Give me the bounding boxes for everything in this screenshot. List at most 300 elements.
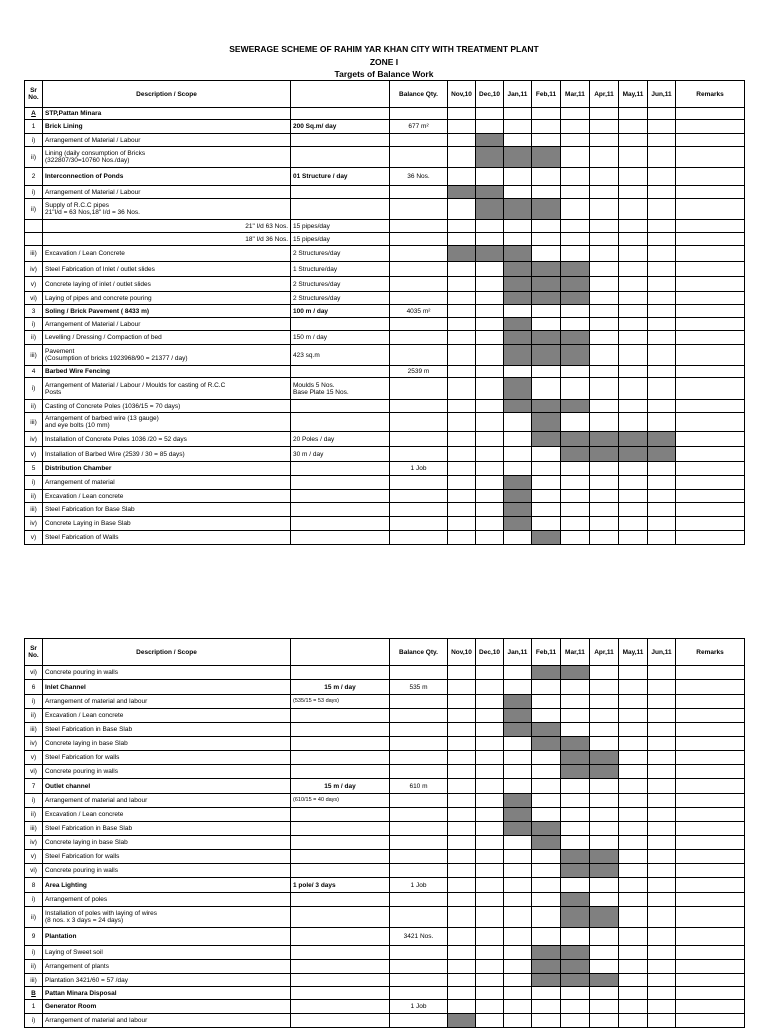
gantt-cell (448, 168, 476, 186)
gantt-cell (648, 378, 676, 400)
row-balance-qty (390, 531, 448, 545)
row-description: Steel Fabrication of Inlet / outlet slides (43, 262, 291, 277)
gantt-cell (648, 531, 676, 545)
gantt-cell (448, 233, 476, 246)
gantt-cell (619, 246, 648, 262)
gantt-cell (590, 928, 619, 946)
gantt-cell (532, 108, 561, 120)
gantt-cell (532, 490, 561, 503)
gantt-cell (648, 779, 676, 794)
row-balance-qty (390, 765, 448, 779)
header-month: May,11 (619, 639, 648, 666)
gantt-cell (619, 120, 648, 134)
gantt-bar (532, 737, 561, 751)
table-row (25, 233, 745, 246)
gantt-cell (619, 517, 648, 531)
gantt-cell (648, 490, 676, 503)
gantt-cell (648, 246, 676, 262)
header-description: Description / Scope (43, 639, 291, 666)
gantt-cell (476, 907, 504, 928)
row-sr-no: ii) (25, 400, 43, 413)
gantt-cell (532, 447, 561, 462)
gantt-cell (590, 946, 619, 960)
gantt-bar (561, 292, 590, 305)
row-sr-no: vi) (25, 765, 43, 779)
table-row (25, 345, 745, 366)
gantt-cell (476, 378, 504, 400)
gantt-cell (648, 928, 676, 946)
gantt-bar (590, 974, 619, 987)
gantt-cell (561, 503, 590, 517)
table-row (25, 737, 745, 751)
gantt-cell (476, 779, 504, 794)
gantt-bar (561, 666, 590, 680)
gantt-cell (648, 666, 676, 680)
row-description: Steel Fabrication for Base Slab (43, 503, 291, 517)
row-balance-qty (390, 345, 448, 366)
row-sr-no: ii) (25, 709, 43, 723)
gantt-cell (504, 893, 532, 907)
gantt-cell (619, 400, 648, 413)
row-remarks (676, 503, 745, 517)
gantt-cell (590, 246, 619, 262)
gantt-cell (476, 974, 504, 987)
gantt-bar (504, 517, 532, 531)
gantt-bar (532, 974, 561, 987)
gantt-cell (590, 987, 619, 1000)
row-balance-qty (390, 246, 448, 262)
gantt-cell (476, 345, 504, 366)
row-daily-rate: 2 Structures/day (291, 292, 390, 305)
gantt-cell (648, 147, 676, 168)
gantt-cell (619, 503, 648, 517)
gantt-bar (504, 808, 532, 822)
row-sr-no: ii) (25, 147, 43, 168)
header-balance-qty: Balance Qty. (390, 639, 448, 666)
row-balance-qty (390, 907, 448, 928)
row-description: Inlet Channel (43, 680, 291, 695)
header-month: Nov,10 (448, 81, 476, 108)
gantt-bar (504, 378, 532, 400)
row-description: Steel Fabrication for walls (43, 850, 291, 864)
row-description: Arrangement of barbed wire (13 gauge) and eye bolts (10 mm) (43, 413, 291, 432)
row-daily-rate (291, 907, 390, 928)
gantt-cell (619, 318, 648, 331)
row-balance-qty (390, 262, 448, 277)
gantt-cell (619, 765, 648, 779)
row-remarks (676, 723, 745, 737)
gantt-cell (532, 246, 561, 262)
row-balance-qty (390, 318, 448, 331)
gantt-bar (590, 447, 619, 462)
row-balance-qty (390, 1014, 448, 1028)
row-remarks (676, 292, 745, 305)
header-month: Apr,11 (590, 81, 619, 108)
gantt-bar (561, 400, 590, 413)
row-daily-rate (291, 413, 390, 432)
row-description: Levelling / Dressing / Compaction of bed (43, 331, 291, 345)
row-description: Installation of Barbed Wire (2539 / 30 = 85 days) (43, 447, 291, 462)
gantt-cell (448, 893, 476, 907)
gantt-cell (648, 517, 676, 531)
row-sr-no: iv) (25, 432, 43, 447)
row-sr-no: iii) (25, 723, 43, 737)
row-remarks (676, 946, 745, 960)
row-sr-no: 7 (25, 779, 43, 794)
row-balance-qty (390, 186, 448, 199)
gantt-cell (476, 1014, 504, 1028)
row-remarks (676, 808, 745, 822)
row-daily-rate (291, 822, 390, 836)
gantt-cell (648, 974, 676, 987)
row-balance-qty: 610 m (390, 779, 448, 794)
gantt-cell (590, 400, 619, 413)
gantt-cell (448, 928, 476, 946)
gantt-cell (448, 737, 476, 751)
gantt-cell (448, 292, 476, 305)
row-daily-rate (291, 850, 390, 864)
gantt-cell (532, 808, 561, 822)
gantt-cell (476, 987, 504, 1000)
row-daily-rate (291, 531, 390, 545)
gantt-cell (648, 864, 676, 878)
gantt-cell (619, 331, 648, 345)
gantt-cell (504, 666, 532, 680)
row-daily-rate (291, 366, 390, 378)
gantt-cell (619, 199, 648, 220)
gantt-cell (476, 400, 504, 413)
gantt-bar (619, 447, 648, 462)
row-balance-qty: 1 Job (390, 1000, 448, 1014)
row-sr-no (25, 233, 43, 246)
gantt-bar (532, 199, 561, 220)
row-description: Lining (daily consumption of Bricks (322807/30=10760 Nos./day) (43, 147, 291, 168)
row-balance-qty: 1 Job (390, 462, 448, 476)
row-description: Concrete Laying in Base Slab (43, 517, 291, 531)
row-balance-qty (390, 864, 448, 878)
gantt-bar (504, 794, 532, 808)
gantt-bar (561, 946, 590, 960)
row-remarks (676, 974, 745, 987)
row-remarks (676, 1000, 745, 1014)
gantt-cell (448, 147, 476, 168)
row-remarks (676, 305, 745, 318)
row-remarks (676, 928, 745, 946)
gantt-cell (590, 503, 619, 517)
table-row (25, 695, 745, 709)
gantt-cell (532, 1000, 561, 1014)
row-sr-no: iv) (25, 262, 43, 277)
gantt-cell (590, 779, 619, 794)
gantt-cell (504, 987, 532, 1000)
gantt-bar (532, 432, 561, 447)
row-remarks (676, 345, 745, 366)
row-remarks (676, 836, 745, 850)
gantt-cell (648, 277, 676, 292)
row-remarks (676, 893, 745, 907)
gantt-cell (448, 378, 476, 400)
row-sr-no: v) (25, 751, 43, 765)
table-row (25, 960, 745, 974)
row-daily-rate (291, 503, 390, 517)
gantt-cell (590, 220, 619, 233)
gantt-cell (448, 134, 476, 147)
gantt-cell (561, 1014, 590, 1028)
row-sr-no: B (25, 987, 43, 1000)
gantt-cell (532, 517, 561, 531)
row-balance-qty (390, 946, 448, 960)
gantt-cell (448, 305, 476, 318)
row-balance-qty (390, 503, 448, 517)
row-sr-no: iv) (25, 737, 43, 751)
gantt-bar (532, 836, 561, 850)
gantt-cell (448, 490, 476, 503)
row-remarks (676, 331, 745, 345)
gantt-cell (561, 120, 590, 134)
targets-table-page-2 (24, 638, 745, 1028)
gantt-bar (561, 960, 590, 974)
table-row (25, 120, 745, 134)
table-row (25, 666, 745, 680)
gantt-cell (476, 695, 504, 709)
row-remarks (676, 960, 745, 974)
gantt-cell (532, 366, 561, 378)
gantt-cell (504, 680, 532, 695)
gantt-cell (648, 987, 676, 1000)
gantt-cell (561, 305, 590, 318)
gantt-cell (590, 277, 619, 292)
gantt-cell (448, 974, 476, 987)
row-daily-rate: 1 pole/ 3 days (291, 878, 390, 893)
row-description: Distribution Chamber (43, 462, 291, 476)
gantt-cell (476, 447, 504, 462)
gantt-cell (504, 220, 532, 233)
gantt-bar (532, 400, 561, 413)
gantt-cell (504, 413, 532, 432)
gantt-cell (590, 462, 619, 476)
row-sr-no: i) (25, 378, 43, 400)
table-row (25, 292, 745, 305)
table-row (25, 262, 745, 277)
gantt-cell (532, 305, 561, 318)
gantt-bar (590, 765, 619, 779)
gantt-cell (448, 318, 476, 331)
gantt-cell (448, 503, 476, 517)
gantt-bar (504, 292, 532, 305)
gantt-bar (504, 199, 532, 220)
gantt-cell (590, 168, 619, 186)
row-balance-qty: 2539 m (390, 366, 448, 378)
gantt-cell (504, 974, 532, 987)
gantt-cell (648, 751, 676, 765)
gantt-bar (532, 960, 561, 974)
gantt-cell (448, 447, 476, 462)
table-row (25, 1000, 745, 1014)
gantt-cell (504, 233, 532, 246)
gantt-cell (532, 378, 561, 400)
gantt-cell (504, 531, 532, 545)
row-balance-qty: 4035 m² (390, 305, 448, 318)
gantt-cell (619, 490, 648, 503)
gantt-cell (448, 331, 476, 345)
row-remarks (676, 447, 745, 462)
table-row (25, 808, 745, 822)
gantt-cell (504, 432, 532, 447)
header-rate (291, 639, 390, 666)
gantt-cell (590, 666, 619, 680)
row-sr-no: 8 (25, 878, 43, 893)
gantt-cell (476, 292, 504, 305)
gantt-cell (561, 779, 590, 794)
gantt-cell (476, 233, 504, 246)
gantt-bar (532, 277, 561, 292)
gantt-bar (504, 331, 532, 345)
gantt-cell (448, 517, 476, 531)
table-row (25, 987, 745, 1000)
gantt-cell (504, 737, 532, 751)
gantt-bar (532, 723, 561, 737)
table-row (25, 1014, 745, 1028)
gantt-bar (561, 331, 590, 345)
row-sr-no: i) (25, 1014, 43, 1028)
row-remarks (676, 987, 745, 1000)
row-remarks (676, 666, 745, 680)
gantt-cell (448, 680, 476, 695)
row-balance-qty (390, 850, 448, 864)
gantt-cell (590, 366, 619, 378)
table-row (25, 709, 745, 723)
row-remarks (676, 246, 745, 262)
gantt-cell (648, 836, 676, 850)
row-balance-qty: 535 m (390, 680, 448, 695)
gantt-cell (561, 168, 590, 186)
row-sr-no: vi) (25, 666, 43, 680)
table-row (25, 378, 745, 400)
gantt-cell (532, 134, 561, 147)
table-row (25, 794, 745, 808)
row-sr-no: 6 (25, 680, 43, 695)
header-rate (291, 81, 390, 108)
row-remarks (676, 490, 745, 503)
gantt-cell (476, 413, 504, 432)
row-description: Arrangement of Material / Labour / Moulds for casting of R.C.C Posts (43, 378, 291, 400)
gantt-cell (648, 168, 676, 186)
gantt-cell (590, 305, 619, 318)
gantt-bar (476, 134, 504, 147)
document-title: SEWERAGE SCHEME OF RAHIM YAR KHAN CITY WITH TREATMENT PLANT (229, 44, 539, 54)
gantt-bar (590, 864, 619, 878)
gantt-cell (561, 462, 590, 476)
gantt-cell (504, 108, 532, 120)
gantt-cell (448, 108, 476, 120)
header-month: Dec,10 (476, 81, 504, 108)
row-daily-rate (291, 186, 390, 199)
gantt-cell (619, 709, 648, 723)
gantt-bar (504, 345, 532, 366)
gantt-bar (448, 186, 476, 199)
gantt-cell (619, 378, 648, 400)
gantt-cell (590, 680, 619, 695)
gantt-cell (648, 199, 676, 220)
gantt-cell (561, 928, 590, 946)
gantt-cell (532, 765, 561, 779)
header-month: Mar,11 (561, 639, 590, 666)
gantt-cell (648, 850, 676, 864)
gantt-cell (532, 893, 561, 907)
gantt-cell (619, 277, 648, 292)
gantt-cell (648, 503, 676, 517)
row-remarks (676, 108, 745, 120)
row-daily-rate: 150 m / day (291, 331, 390, 345)
row-daily-rate (291, 400, 390, 413)
gantt-cell (619, 822, 648, 836)
row-daily-rate (291, 808, 390, 822)
row-description: Arrangement of material and labour (43, 1014, 291, 1028)
table-row (25, 168, 745, 186)
gantt-cell (532, 233, 561, 246)
gantt-cell (619, 907, 648, 928)
gantt-cell (619, 836, 648, 850)
gantt-bar (561, 432, 590, 447)
row-daily-rate: 01 Structure / day (291, 168, 390, 186)
gantt-cell (448, 850, 476, 864)
header-month: Mar,11 (561, 81, 590, 108)
gantt-cell (648, 1014, 676, 1028)
row-balance-qty (390, 331, 448, 345)
table-header-row (25, 81, 745, 108)
gantt-cell (448, 199, 476, 220)
header-balance-qty: Balance Qty. (390, 81, 448, 108)
row-description: STP,Pattan Minara (43, 108, 291, 120)
gantt-cell (648, 907, 676, 928)
row-sr-no: A (25, 108, 43, 120)
gantt-cell (476, 836, 504, 850)
row-description: Plantation 3421/60 = 57 /day (43, 974, 291, 987)
row-description: Arrangement of Material / Labour (43, 186, 291, 199)
row-balance-qty (390, 378, 448, 400)
gantt-cell (648, 462, 676, 476)
gantt-bar (561, 850, 590, 864)
gantt-cell (619, 168, 648, 186)
gantt-bar (532, 413, 561, 432)
row-balance-qty (390, 447, 448, 462)
row-balance-qty (390, 751, 448, 765)
gantt-cell (619, 928, 648, 946)
gantt-cell (561, 1000, 590, 1014)
gantt-cell (532, 220, 561, 233)
gantt-cell (476, 808, 504, 822)
row-description: Barbed Wire Fencing (43, 366, 291, 378)
gantt-cell (561, 794, 590, 808)
gantt-cell (504, 447, 532, 462)
gantt-cell (590, 737, 619, 751)
gantt-bar (504, 147, 532, 168)
row-daily-rate (291, 1014, 390, 1028)
row-daily-rate (291, 928, 390, 946)
gantt-cell (590, 147, 619, 168)
gantt-cell (619, 292, 648, 305)
header-month: Nov,10 (448, 639, 476, 666)
gantt-cell (590, 318, 619, 331)
row-daily-rate: 20 Poles / day (291, 432, 390, 447)
gantt-cell (476, 531, 504, 545)
gantt-cell (619, 305, 648, 318)
gantt-bar (504, 723, 532, 737)
gantt-cell (619, 864, 648, 878)
gantt-cell (532, 779, 561, 794)
gantt-cell (619, 946, 648, 960)
row-remarks (676, 277, 745, 292)
